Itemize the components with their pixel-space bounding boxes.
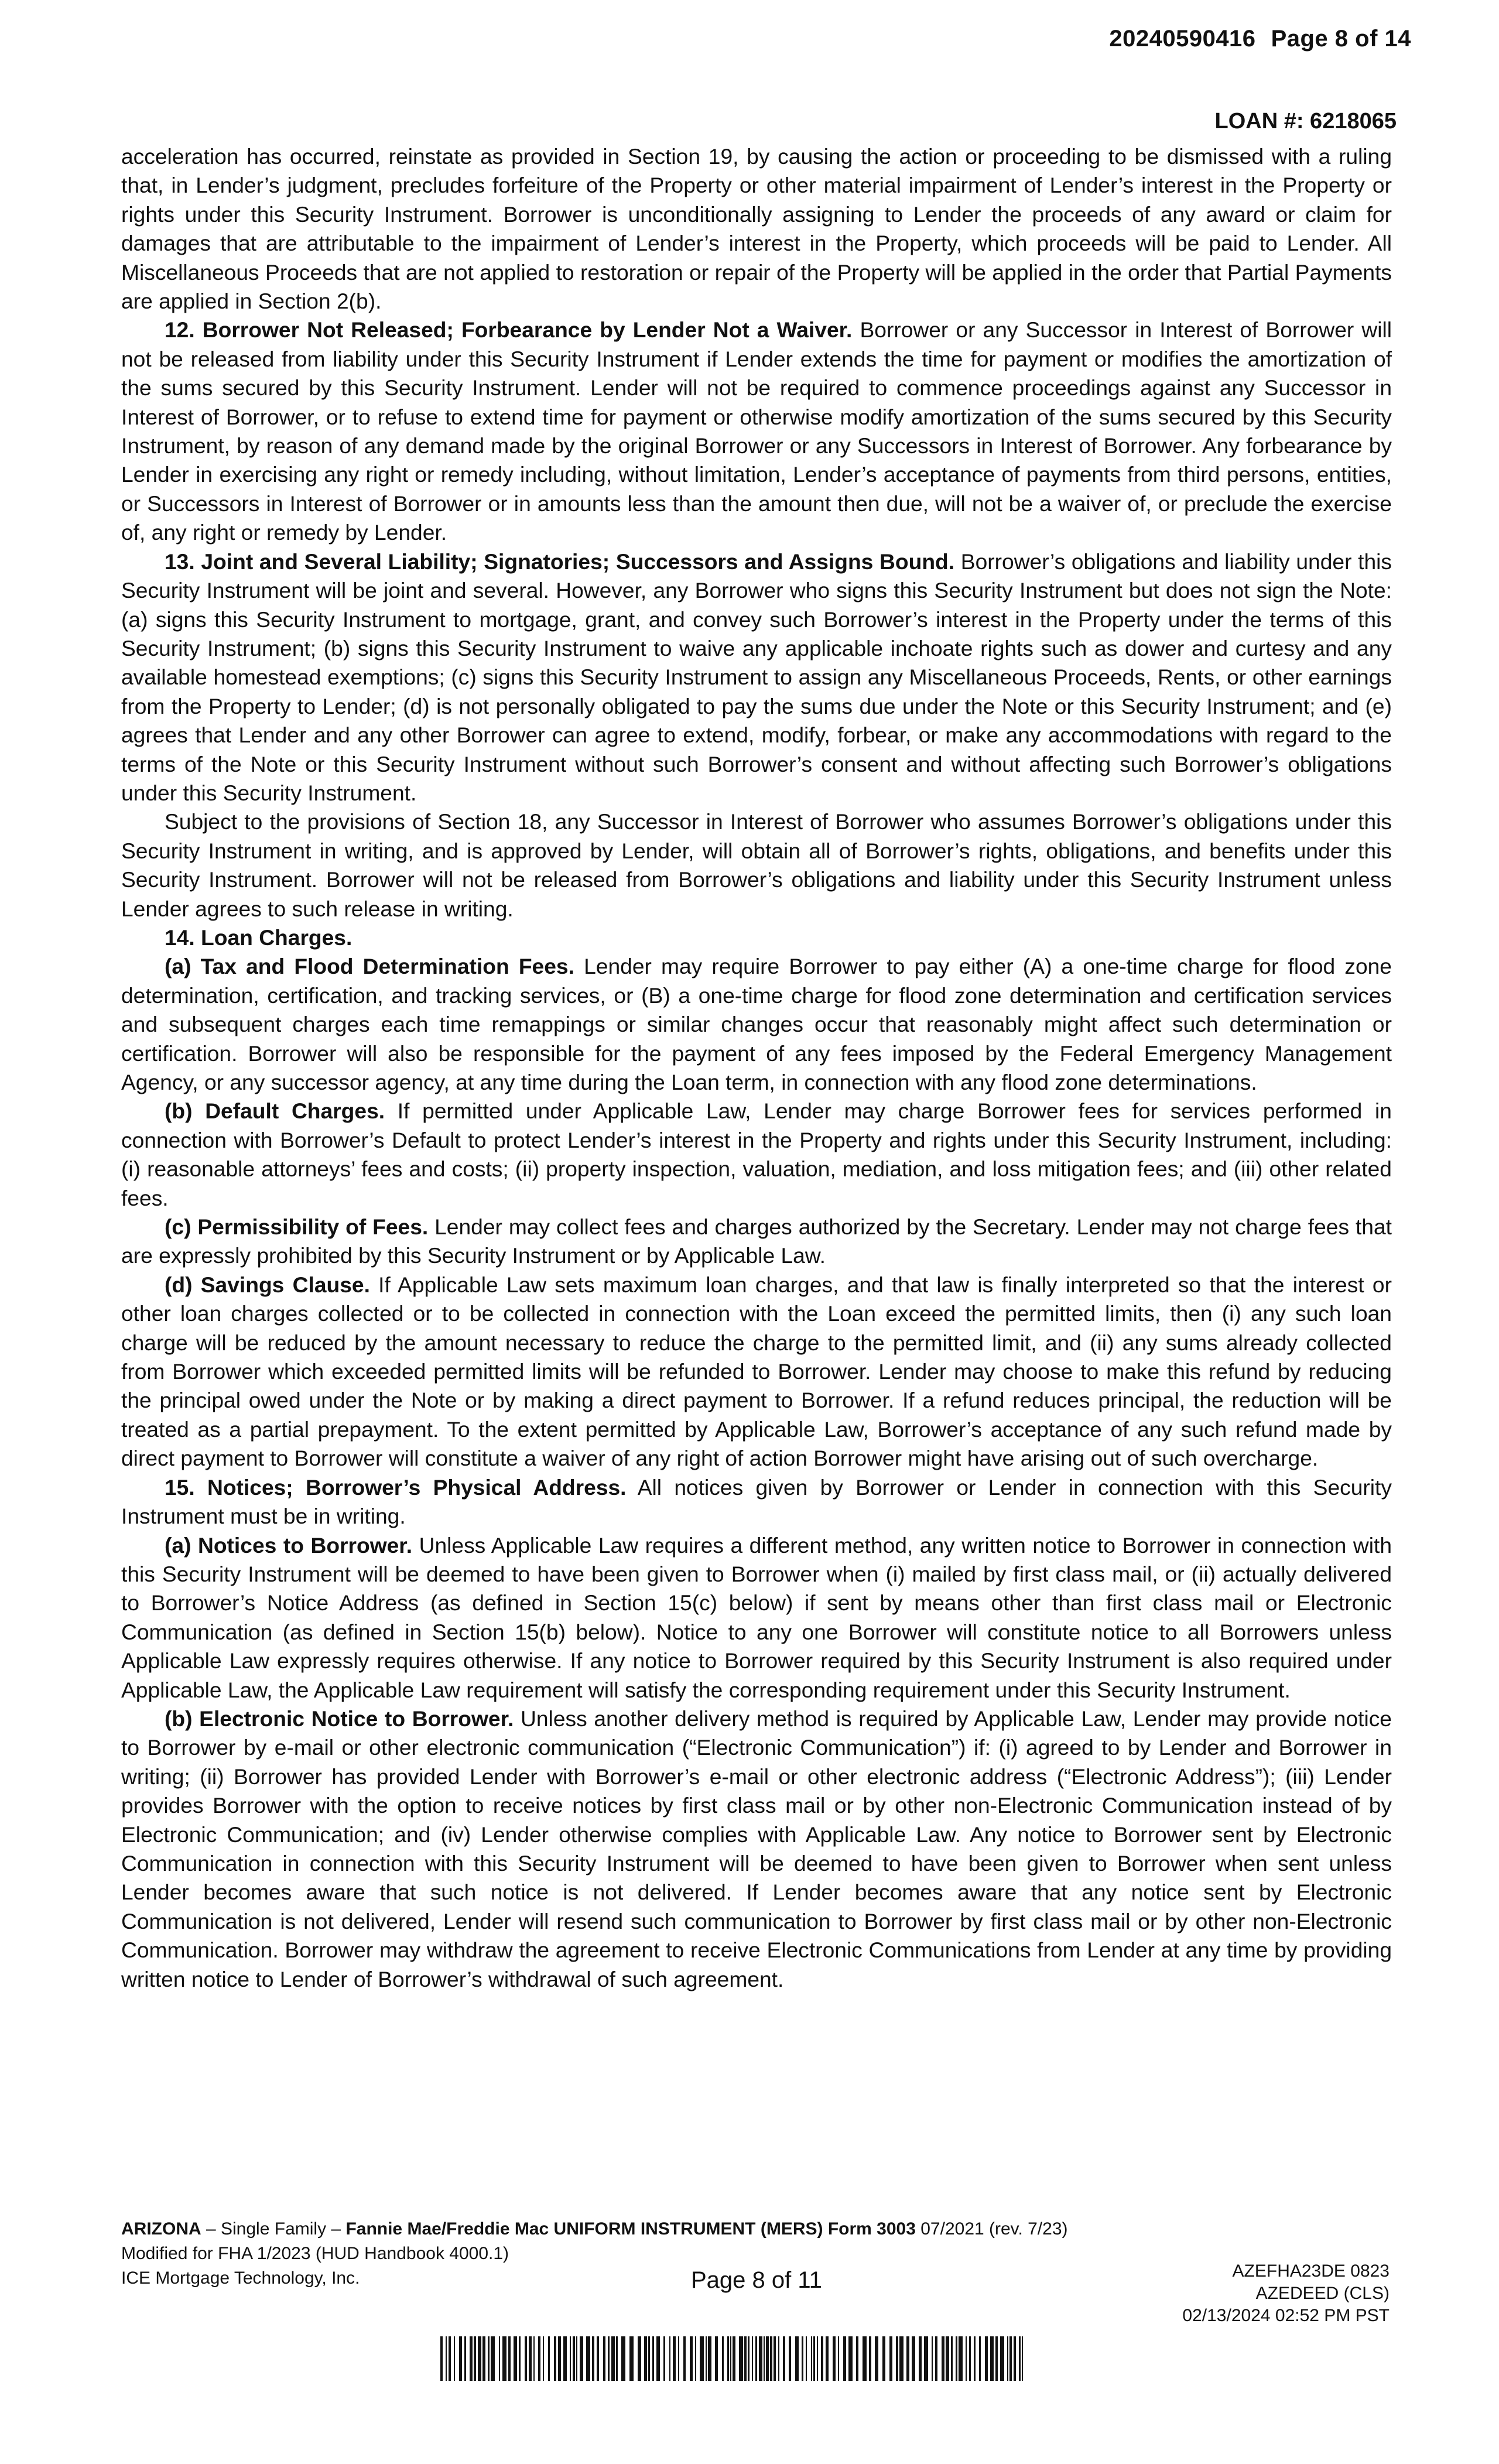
footer-codes (1182, 2260, 1390, 2327)
paragraph-continued: acceleration has occurred, reinstate as provided in Section 19, by causing the action or proceeding to be dismissed with a ruling that, in Lender’s judgment, precludes forfeiture of the Property or other material impairment of Lender’s interest in the Property or rights under this Security Instrument. Borrower is unconditionally assigning to Lender the proceeds of any award or claim for damages that are attributable to the impairment of Lender’s interest in the Property, which proceeds will be paid to Lender. All Miscellaneous Proceeds that are not applied to restoration or repair of the Property will be applied in the order that Partial Payments are applied in Section 2(b). (121, 144, 1392, 314)
footer-code-2: AZEDEED (CLS) (1255, 2284, 1390, 2303)
section-13-paragraph-2: Subject to the provisions of Section 18, any Successor in Interest of Borrower who assumes Borrower’s obligations under this Security Instrument in writing, and is approved by Lender, will obtain all of Borrower’s rights, obligations, and benefits under this Security Instrument. Borrower will not be released from Borrower’s obligations and liability under this Security Instrument unless Lender agrees to such release in writing. (121, 809, 1392, 921)
section-14c-heading: (c) Permissibility of Fees. (165, 1214, 429, 1240)
footer-page-number: Page 8 of 11 (691, 2267, 822, 2293)
recording-page-label: Page 8 of 14 (1271, 26, 1411, 52)
barcode (440, 2336, 1026, 2381)
section-12-text: Borrower or any Successor in Interest of Borrower will not be released from liability under this Security Instrument if Lender extends the time for payment or modifies the amortization of the sums secured by this Security Instrument. Lender will not be required to commence proceedings against any Successor in Interest of Borrower, or to refuse to extend time for payment or otherwise modify amortization of the sums secured by this Security Instrument, by reason of any demand made by the original Borrower or any Successors in Interest of Borrower. Any forbearance by Lender in exercising any right or remedy including, without limitation, Lender’s acceptance of payments from third persons, entities, or Successors in Interest of Borrower or in amounts less than the amount then due, will not be a waiver of, or preclude the exercise of, any right or remedy by Lender. (121, 317, 1392, 545)
footer-state: ARIZONA (121, 2219, 201, 2239)
recording-number: 20240590416 (1109, 26, 1256, 52)
footer-form-type: – Single Family – (201, 2219, 346, 2239)
section-15b-heading: (b) Electronic Notice to Borrower. (165, 1706, 514, 1731)
section-13-heading: 13. Joint and Several Liability; Signatories; Successors and Assigns Bound. (165, 549, 955, 574)
section-14-heading: 14. Loan Charges. (165, 925, 352, 950)
section-14c-text: Lender may collect fees and charges authorized by the Secretary. Lender may not charge fees that are expressly prohibited by this Security Instrument or by Applicable Law. (121, 1214, 1392, 1268)
section-14d-heading: (d) Savings Clause. (165, 1272, 370, 1297)
section-14a-heading: (a) Tax and Flood Determination Fees. (165, 954, 574, 979)
recording-header (1109, 26, 1411, 52)
section-15-heading: 15. Notices; Borrower’s Physical Address. (165, 1474, 627, 1500)
footer-form-line (121, 2217, 1068, 2241)
section-15a-text: Unless Applicable Law requires a different method, any written notice to Borrower in connection with this Security Instrument will be deemed to have been given to Borrower when (i) mailed by first class mail, or (ii) actually delivered to Borrower’s Notice Address (as defined in Section 15(c) below) if sent by means other than first class mail or Electronic Communication (as defined in Section 15(b) below). Notice to any one Borrower will constitute notice to all Borrowers unless Applicable Law expressly requires otherwise. If any notice to Borrower required by this Security Instrument is also required under Applicable Law, the Applicable Law requirement will satisfy the corresponding requirement under this Security Instrument. (121, 1532, 1392, 1702)
section-15a-heading: (a) Notices to Borrower. (165, 1532, 413, 1558)
section-15b (121, 1705, 1392, 1994)
section-14d (121, 1271, 1392, 1473)
section-15a (121, 1531, 1392, 1705)
footer-form-title: Fannie Mae/Freddie Mac UNIFORM INSTRUMENT (MERS) Form 3003 (345, 2219, 916, 2239)
section-14a (121, 952, 1392, 1097)
section-14b-heading: (b) Default Charges. (165, 1098, 385, 1124)
section-13-text: Borrower’s obligations and liability under this Security Instrument will be joint and several. However, any Borrower who signs this Security Instrument but does not sign the Note: (a) signs this Security Instrument to mortgage, grant, and convey such Borrower’s interest in the Property under the terms of this Security Instrument; (b) signs this Security Instrument to waive any applicable inchoate rights such as dower and curtesy and any available homestead exemptions; (c) signs this Security Instrument to assign any Miscellaneous Proceeds, Rents, or other earnings from the Property to Lender; (d) is not personally obligated to pay the sums due under the Note or this Security Instrument; and (e) agrees that Lender and any other Borrower can agree to extend, modify, forbear, or make any accommodations with regard to the terms of the Note or this Security Instrument without such Borrower’s consent and without affecting such Borrower’s obligations under this Security Instrument. (121, 549, 1392, 805)
footer-code-1: AZEFHA23DE 0823 (1232, 2261, 1390, 2281)
footer-form-date: 07/2021 (rev. 7/23) (915, 2219, 1068, 2239)
section-14a-text: Lender may require Borrower to pay either (A) a one-time charge for flood zone determination, certification, and tracking services, or (B) a one-time charge for flood zone determination and certification services and subsequent charges each time remappings or similar changes occur that reasonably might affect such determination or certification. Borrower will also be responsible for the payment of any fees imposed by the Federal Emergency Management Agency, or any successor agency, at any time during the Loan term, in connection with any flood zone determinations. (121, 954, 1392, 1094)
section-15-text: All notices given by Borrower or Lender in connection with this Security Instrument must be in writing. (121, 1474, 1392, 1529)
footer-company: ICE Mortgage Technology, Inc. (121, 2268, 360, 2288)
section-14d-text: If Applicable Law sets maximum loan charges, and that law is finally interpreted so that the interest or other loan charges collected or to be collected in connection with the Loan exceed the permitted limits, then (i) any such loan charge will be reduced by the amount necessary to reduce the charge to the permitted limit, and (ii) any sums already collected from Borrower which exceeded permitted limits will be refunded to Borrower. Lender may choose to make this refund by reducing the principal owed under the Note or by making a direct payment to Borrower. If a refund reduces principal, the reduction will be treated as a partial prepayment. To the extent permitted by Applicable Law, Borrower’s acceptance of any such refund made by direct payment to Borrower will constitute a waiver of any right of action Borrower might have arising out of such overcharge. (121, 1272, 1392, 1471)
section-15b-text: Unless another delivery method is required by Applicable Law, Lender may provide notice to Borrower by e-mail or other electronic communication (“Electronic Communication”) if: (i) agreed to by Lender and Borrower in writing; (ii) Borrower has provided Lender with Borrower’s e-mail or other electronic address (“Electronic Address”); (iii) Lender provides Borrower with the option to receive notices by first class mail or by other non-Electronic Communication instead of by Electronic Communication; and (iv) Lender otherwise complies with Applicable Law. Any notice to Borrower sent by Electronic Communication in connection with this Security Instrument will be deemed to have been given to Borrower when sent unless Lender becomes aware that such notice is not delivered. If Lender becomes aware that any notice sent by Electronic Communication is not delivered, Lender will resend such communication to Borrower by first class mail or by other non-Electronic Communication. Borrower may withdraw the agreement to receive Electronic Communications from Lender at any time by providing written notice to Lender of Borrower’s withdrawal of such agreement. (121, 1706, 1392, 1991)
loan-number: LOAN #: 6218065 (1214, 109, 1397, 134)
section-15 (121, 1473, 1392, 1531)
section-14 (121, 923, 1392, 952)
section-14b (121, 1097, 1392, 1213)
section-13 (121, 547, 1392, 808)
document-body (121, 142, 1392, 1994)
section-12 (121, 316, 1392, 547)
section-14b-text: If permitted under Applicable Law, Lender may charge Borrower fees for services performed in connection with Borrower’s Default to protect Lender’s interest in the Property and rights under this Security Instrument, including: (i) reasonable attorneys’ fees and costs; (ii) property inspection, valuation, mediation, and loss mitigation fees; and (iii) other related fees. (121, 1098, 1392, 1210)
footer-timestamp: 02/13/2024 02:52 PM PST (1182, 2306, 1390, 2325)
footer-form-info (121, 2217, 1068, 2291)
footer-modified: Modified for FHA 1/2023 (HUD Handbook 4000.1) (121, 2244, 509, 2263)
section-14c (121, 1213, 1392, 1271)
section-12-heading: 12. Borrower Not Released; Forbearance by Lender Not a Waiver. (165, 317, 853, 343)
